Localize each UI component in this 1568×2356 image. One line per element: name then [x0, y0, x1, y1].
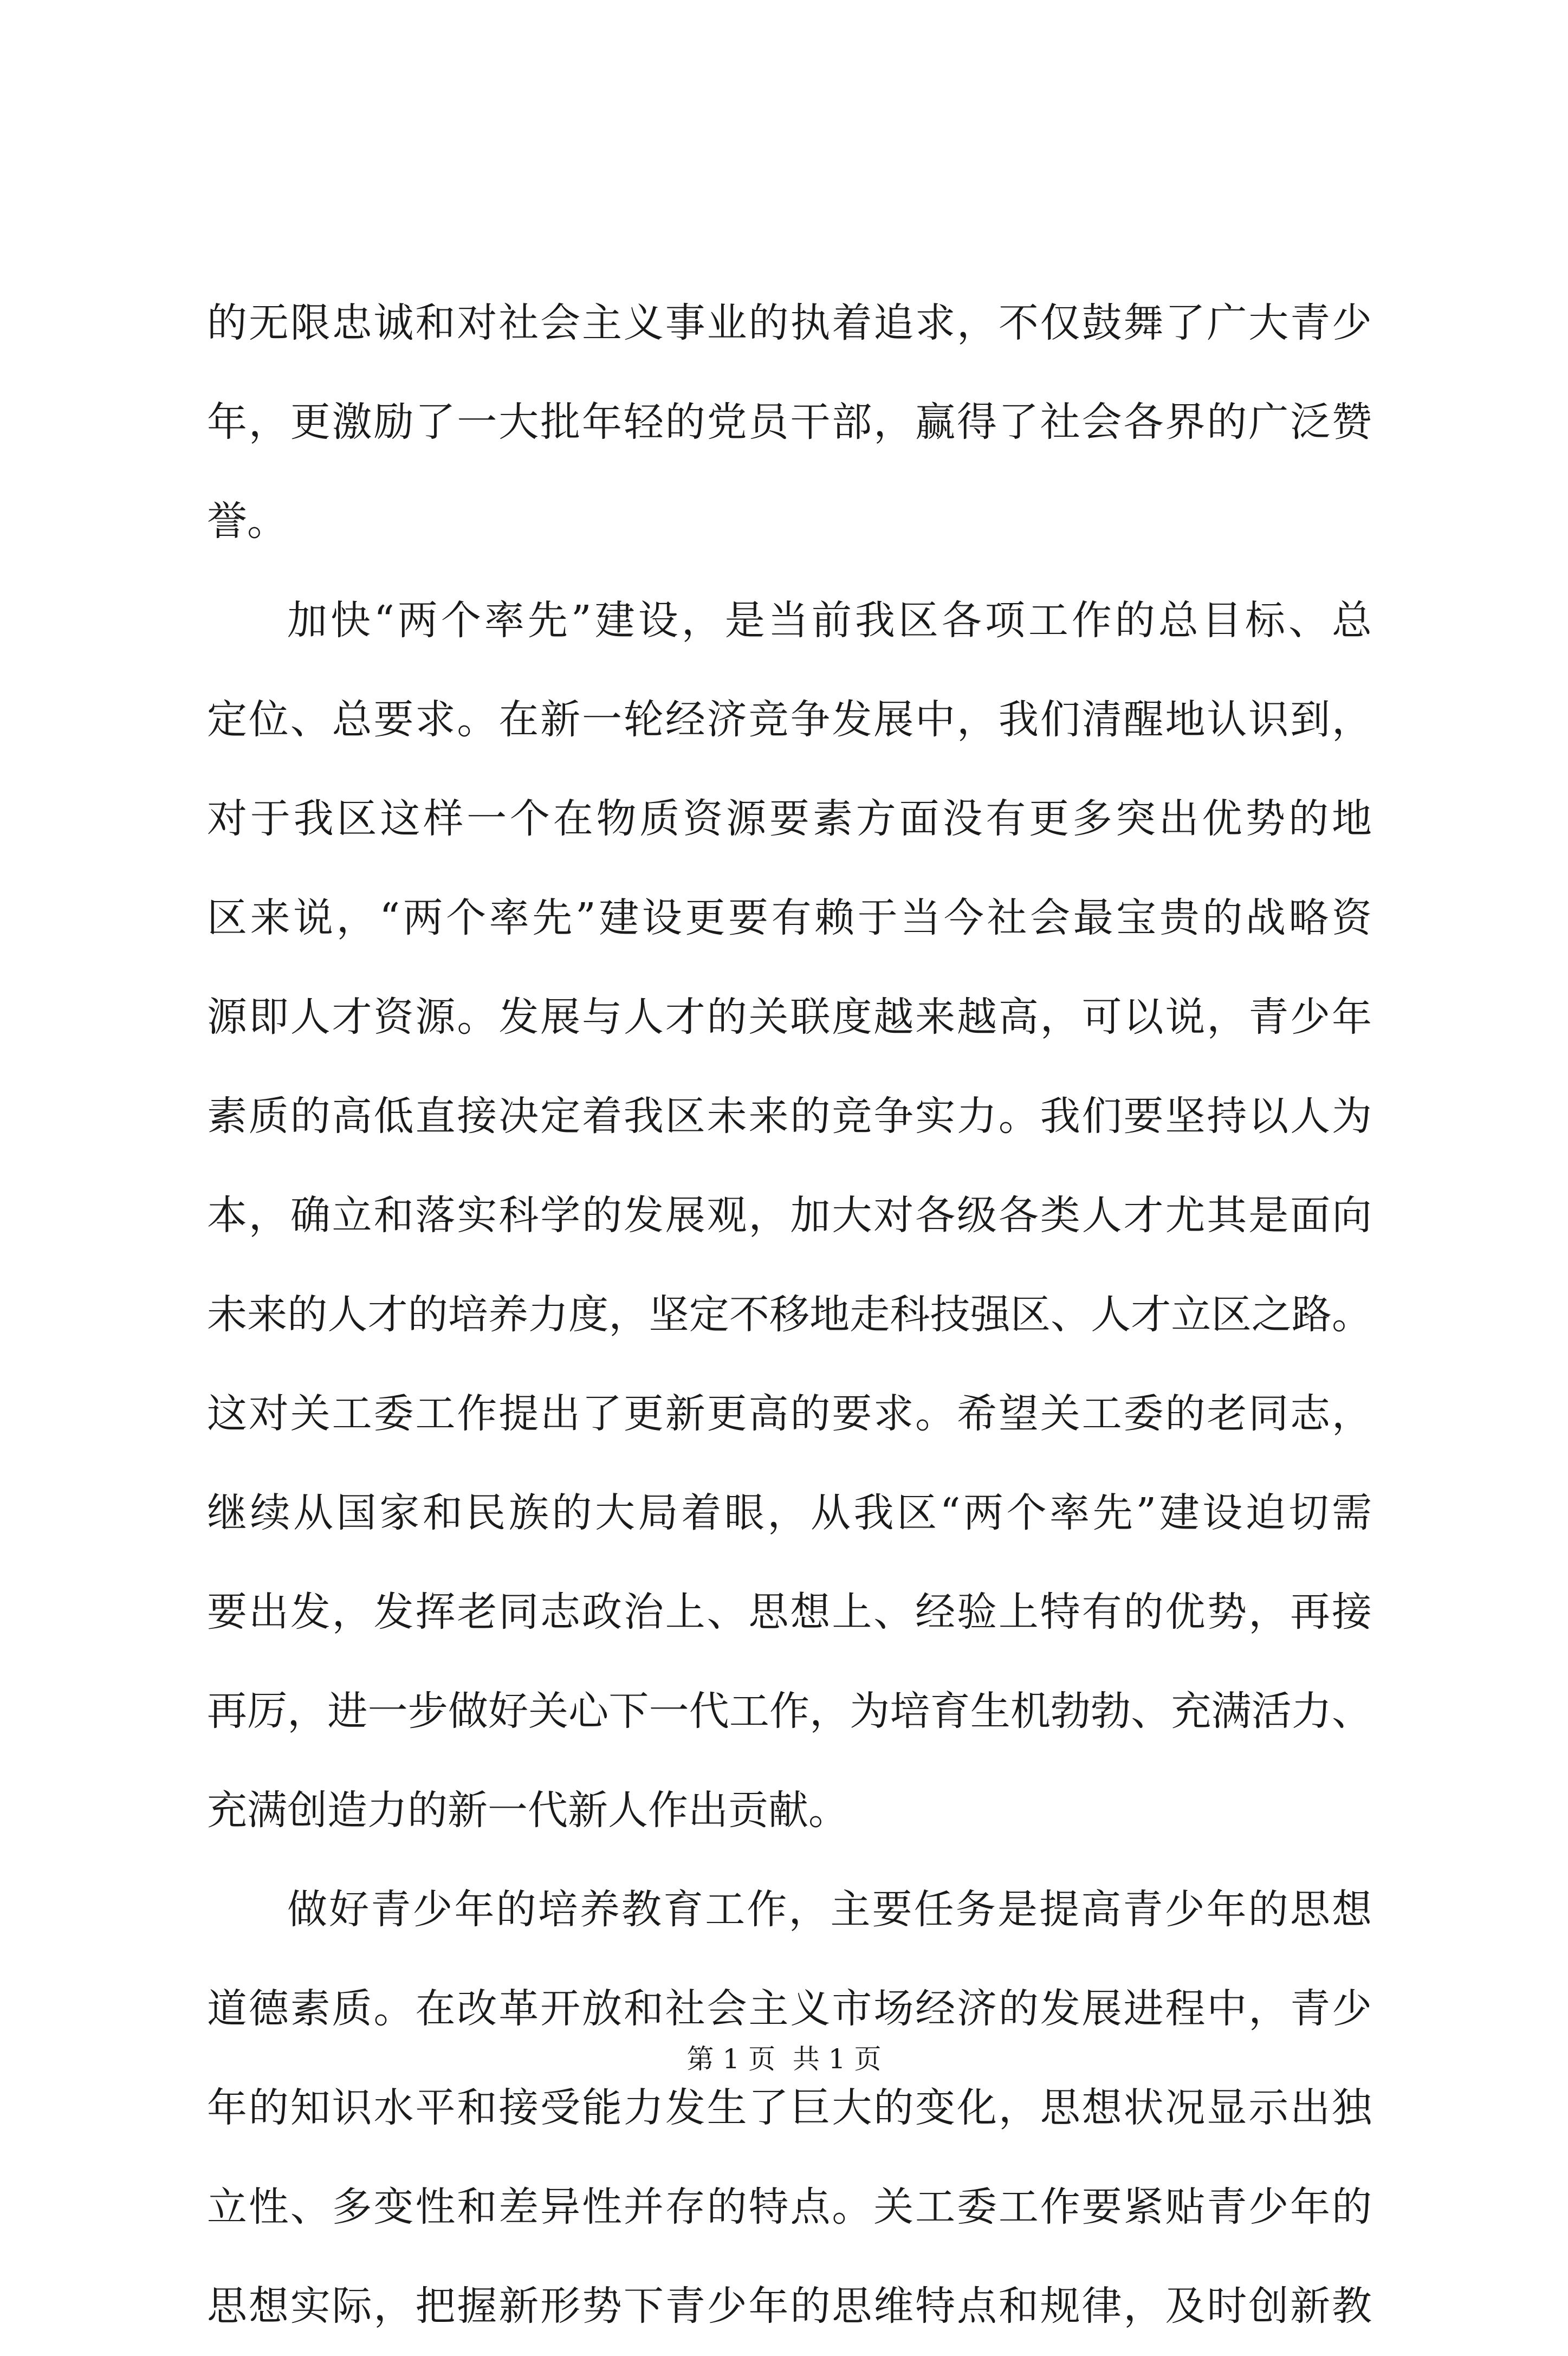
paragraph-2: [207, 571, 1372, 1860]
text-line: 本，确立和落实科学的发展观，加大对各级各类人才尤其是面向: [207, 1192, 1372, 1239]
text-line: 定位、总要求。在新一轮经济竞争发展中，我们清醒地认识到，: [207, 696, 1372, 743]
text-line: 年的知识水平和接受能力发生了巨大的变化，思想状况显示出独: [207, 2085, 1372, 2131]
text-line: 区来说，“两个率先”建设更要有赖于当今社会最宝贵的战略资: [207, 895, 1372, 941]
text-line: 的无限忠诚和对社会主义事业的执着追求，不仅鼓舞了广大青少: [207, 300, 1372, 346]
paragraph-1: [207, 274, 1372, 571]
text-line: 做好青少年的培养教育工作，主要任务是提高青少年的思想: [287, 1886, 1372, 1933]
text-line: 道德素质。在改革开放和社会主义市场经济的发展进程中，青少: [207, 1985, 1372, 2032]
text-line: 继续从国家和民族的大局着眼，从我区“两个率先”建设迫切需: [207, 1490, 1372, 1536]
text-line: 素质的高低直接决定着我区未来的竞争实力。我们要坚持以人为: [207, 1093, 1372, 1140]
text-line: 对于我区这样一个在物质资源要素方面没有更多突出优势的地: [207, 795, 1372, 842]
text-line: 充满创造力的新一代新人作出贡献。: [207, 1787, 848, 1834]
text-line: 这对关工委工作提出了更新更高的要求。希望关工委的老同志，: [207, 1390, 1372, 1437]
text-line: 源即人才资源。发展与人才的关联度越来越高，可以说，青少年: [207, 994, 1372, 1040]
text-line: 要出发，发挥老同志政治上、思想上、经验上特有的优势，再接: [207, 1589, 1372, 1635]
text-line: 加快“两个率先”建设，是当前我区各项工作的总目标、总: [287, 597, 1372, 644]
text-line: 未来的人才的培养力度，坚定不移地走科技强区、人才立区之路。: [207, 1291, 1372, 1338]
text-line: 年，更激励了一大批年轻的党员干部，赢得了社会各界的广泛赞: [207, 399, 1372, 445]
text-line: 立性、多变性和差异性并存的特点。关工委工作要紧贴青少年的: [207, 2184, 1372, 2230]
text-line: 再厉，进一步做好关心下一代工作，为培育生机勃勃、充满活力、: [207, 1688, 1372, 1734]
paragraph-3: [207, 1860, 1372, 2356]
text-line: 思想实际，把握新形势下青少年的思维特点和规律，及时创新教: [207, 2283, 1372, 2329]
page-number-footer: 第 1 页 共 1 页: [686, 2043, 882, 2075]
text-line: 誉。: [207, 498, 287, 545]
